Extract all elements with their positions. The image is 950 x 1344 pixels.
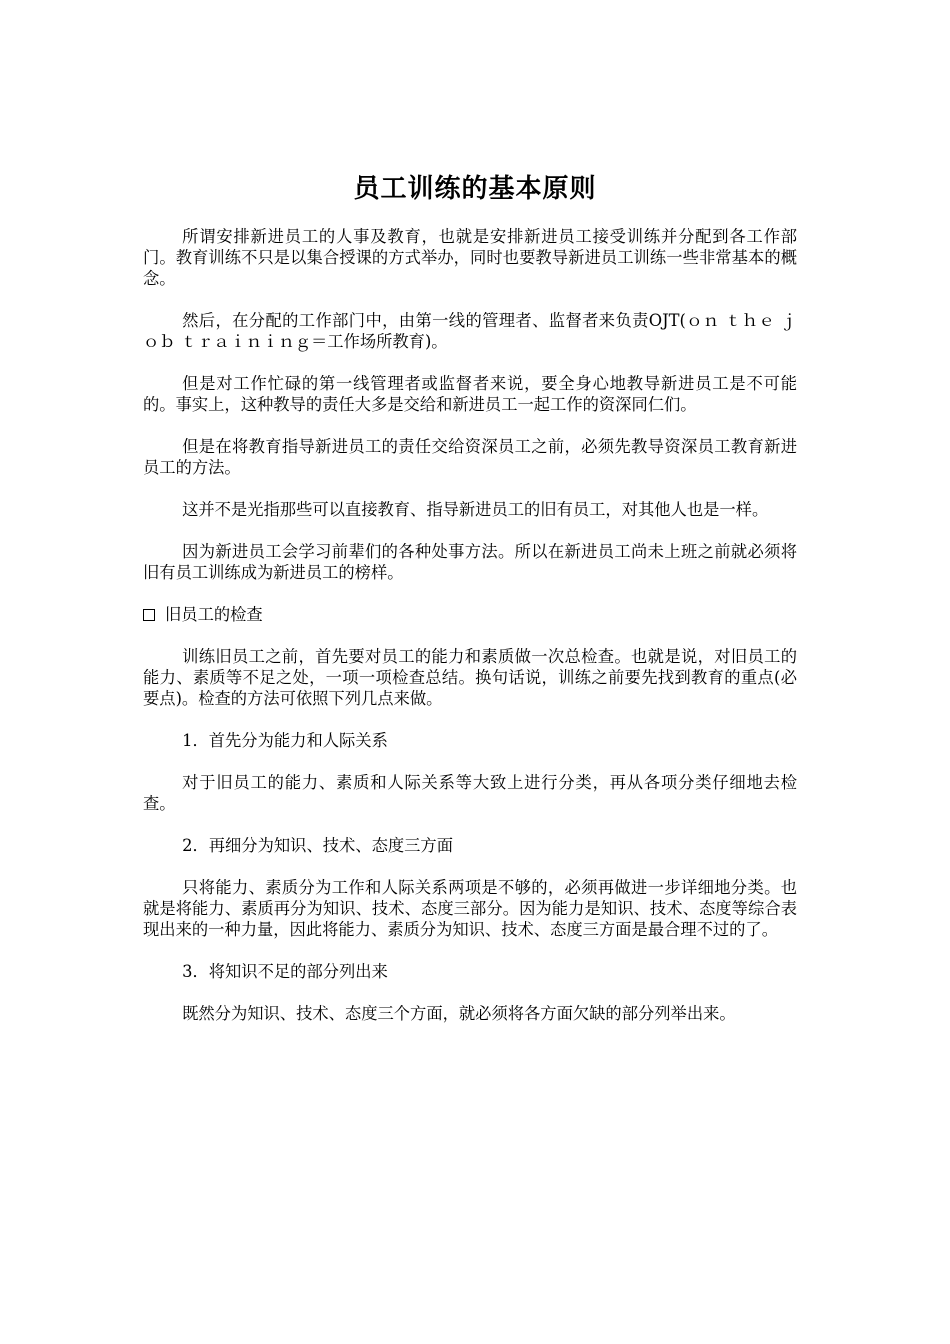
paragraph: 但是在将教育指导新进员工的责任交给资深员工之前，必须先教导资深员工教育新进员工的方法。 (143, 437, 797, 477)
list-item-text: 对于旧员工的能力、素质和人际关系等大致上进行分类，再从各项分类仔细地去检查。 (143, 773, 797, 813)
list-item-heading: 2．再细分为知识、技术、态度三方面 (182, 836, 453, 855)
list-item-text: 只将能力、素质分为工作和人际关系两项是不够的，必须再做进一步详细地分类。也就是将能力、素质再分为知识、技术、态度三部分。因为能力是知识、技术、态度等综合表现出来的一种力量，因此将能力、素质分为知识、技术、态度三方面是最合理不过的了。 (143, 878, 797, 939)
paragraph: 所谓安排新进员工的人事及教育，也就是安排新进员工接受训练并分配到各工作部门。教育训练不只是以集合授课的方式举办，同时也要教导新进员工训练一些非常基本的概念。 (143, 227, 797, 288)
section-heading-text: 旧员工的检查 (165, 605, 263, 624)
list-item-heading: 1．首先分为能力和人际关系 (182, 731, 388, 750)
section-paragraph: 训练旧员工之前，首先要对员工的能力和素质做一次总检查。也就是说，对旧员工的能力、素质等不足之处，一项一项检查总结。换句话说，训练之前要先找到教育的重点(必要点)。检查的方法可依照下列几点来做。 (143, 647, 797, 708)
paragraph: 然后，在分配的工作部门中，由第一线的管理者、监督者来负责OJT(ｏｎ ｔｈｅ ｊｏｂ ｔｒａｉｎｉｎｇ＝工作场所教育)。 (143, 311, 797, 351)
document-title: 员工训练的基本原则 (353, 174, 597, 204)
paragraph: 但是对工作忙碌的第一线管理者或监督者来说，要全身心地教导新进员工是不可能的。事实上，这种教导的责任大多是交给和新进员工一起工作的资深同仁们。 (143, 374, 797, 414)
paragraph: 这并不是光指那些可以直接教育、指导新进员工的旧有员工，对其他人也是一样。 (182, 500, 769, 519)
checkbox-square-icon (143, 609, 155, 621)
list-item-text: 既然分为知识、技术、态度三个方面，就必须将各方面欠缺的部分列举出来。 (182, 1004, 736, 1023)
section-heading (143, 604, 797, 625)
list-item-heading: 3．将知识不足的部分列出来 (182, 962, 388, 981)
document-body (143, 226, 797, 1045)
paragraph: 因为新进员工会学习前辈们的各种处事方法。所以在新进员工尚未上班之前就必须将旧有员工训练成为新进员工的榜样。 (143, 542, 797, 582)
